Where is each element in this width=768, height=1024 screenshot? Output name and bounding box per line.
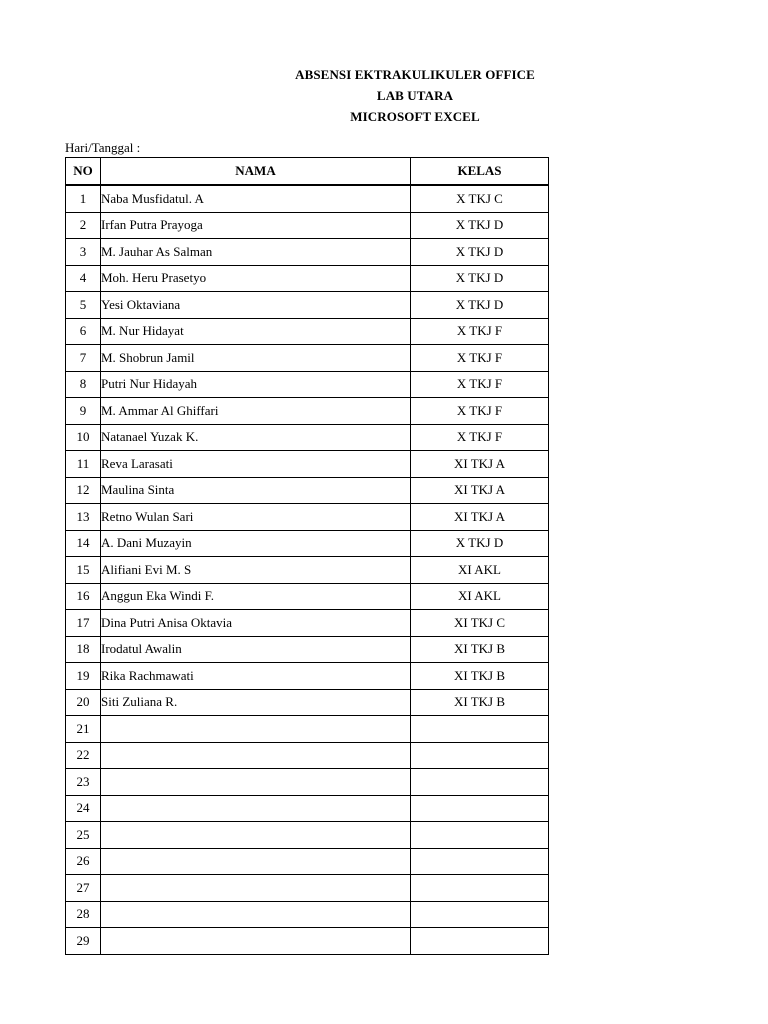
table-row: [66, 795, 549, 822]
row-class: XI AKL: [411, 583, 549, 610]
row-class: X TKJ D: [411, 292, 549, 319]
table-row: [66, 583, 549, 610]
table-row: [66, 530, 549, 557]
row-number: 28: [66, 901, 101, 928]
row-class: [411, 716, 549, 743]
row-class: XI TKJ B: [411, 636, 549, 663]
row-class: XI AKL: [411, 557, 549, 584]
row-number: 10: [66, 424, 101, 451]
table-row: [66, 716, 549, 743]
table-row: [66, 265, 549, 292]
row-class: X TKJ D: [411, 265, 549, 292]
row-class: XI TKJ B: [411, 689, 549, 716]
row-name: [101, 716, 411, 743]
table-row: [66, 769, 549, 796]
row-number: 14: [66, 530, 101, 557]
row-class: X TKJ F: [411, 424, 549, 451]
row-number: 3: [66, 239, 101, 266]
row-number: 2: [66, 212, 101, 239]
row-number: 27: [66, 875, 101, 902]
row-class: X TKJ D: [411, 239, 549, 266]
row-class: [411, 742, 549, 769]
table-row: [66, 504, 549, 531]
row-name: [101, 795, 411, 822]
row-name: Retno Wulan Sari: [101, 504, 411, 531]
column-header-nama: NAMA: [101, 158, 411, 186]
row-class: XI TKJ A: [411, 477, 549, 504]
table-row: [66, 610, 549, 637]
row-number: 26: [66, 848, 101, 875]
title-line-3: MICROSOFT EXCEL: [350, 109, 480, 124]
row-name: Yesi Oktaviana: [101, 292, 411, 319]
row-number: 22: [66, 742, 101, 769]
table-row: [66, 689, 549, 716]
row-name: M. Shobrun Jamil: [101, 345, 411, 372]
column-header-no: NO: [66, 158, 101, 186]
row-class: XI TKJ B: [411, 663, 549, 690]
table-row: [66, 822, 549, 849]
row-number: 7: [66, 345, 101, 372]
title-line-1: ABSENSI EKTRAKULIKULER OFFICE: [295, 67, 535, 82]
table-row: [66, 424, 549, 451]
row-number: 9: [66, 398, 101, 425]
table-body: [66, 185, 549, 954]
row-number: 6: [66, 318, 101, 345]
row-name: Irfan Putra Prayoga: [101, 212, 411, 239]
row-name: Maulina Sinta: [101, 477, 411, 504]
row-name: [101, 822, 411, 849]
table-row: [66, 477, 549, 504]
row-number: 23: [66, 769, 101, 796]
row-name: Siti Zuliana R.: [101, 689, 411, 716]
row-class: X TKJ C: [411, 185, 549, 212]
row-name: [101, 901, 411, 928]
table-row: [66, 212, 549, 239]
table-row: [66, 901, 549, 928]
row-name: Rika Rachmawati: [101, 663, 411, 690]
row-class: XI TKJ A: [411, 451, 549, 478]
row-class: X TKJ F: [411, 398, 549, 425]
row-number: 8: [66, 371, 101, 398]
row-number: 4: [66, 265, 101, 292]
row-name: M. Jauhar As Salman: [101, 239, 411, 266]
row-class: [411, 901, 549, 928]
row-number: 11: [66, 451, 101, 478]
row-number: 19: [66, 663, 101, 690]
row-name: Dina Putri Anisa Oktavia: [101, 610, 411, 637]
row-name: A. Dani Muzayin: [101, 530, 411, 557]
table-row: [66, 239, 549, 266]
row-number: 17: [66, 610, 101, 637]
title-line-2: LAB UTARA: [376, 88, 454, 103]
row-name: [101, 848, 411, 875]
table-row: [66, 928, 549, 955]
table-row: [66, 185, 549, 212]
row-class: [411, 928, 549, 955]
row-class: X TKJ D: [411, 212, 549, 239]
row-number: 20: [66, 689, 101, 716]
date-label: Hari/Tanggal :: [65, 140, 141, 155]
row-class: XI TKJ A: [411, 504, 549, 531]
row-class: [411, 769, 549, 796]
row-number: 16: [66, 583, 101, 610]
column-header-kelas: KELAS: [411, 158, 549, 186]
row-name: Putri Nur Hidayah: [101, 371, 411, 398]
table-row: [66, 663, 549, 690]
row-name: [101, 742, 411, 769]
table-row: [66, 848, 549, 875]
table-row: [66, 371, 549, 398]
row-name: Naba Musfidatul. A: [101, 185, 411, 212]
table-row: [66, 318, 549, 345]
attendance-table: [65, 157, 549, 955]
row-name: [101, 769, 411, 796]
table-row: [66, 636, 549, 663]
row-number: 1: [66, 185, 101, 212]
table-row: [66, 875, 549, 902]
row-number: 13: [66, 504, 101, 531]
table-row: [66, 451, 549, 478]
row-class: XI TKJ C: [411, 610, 549, 637]
document-title: [0, 64, 768, 127]
row-number: 21: [66, 716, 101, 743]
table-row: [66, 398, 549, 425]
row-name: Irodatul Awalin: [101, 636, 411, 663]
row-number: 12: [66, 477, 101, 504]
row-class: X TKJ F: [411, 345, 549, 372]
table-row: [66, 557, 549, 584]
row-class: X TKJ F: [411, 318, 549, 345]
row-number: 18: [66, 636, 101, 663]
row-number: 5: [66, 292, 101, 319]
table-row: [66, 345, 549, 372]
row-class: [411, 795, 549, 822]
row-class: [411, 848, 549, 875]
row-number: 24: [66, 795, 101, 822]
row-name: [101, 928, 411, 955]
row-class: [411, 875, 549, 902]
row-name: Anggun Eka Windi F.: [101, 583, 411, 610]
row-number: 25: [66, 822, 101, 849]
row-number: 29: [66, 928, 101, 955]
row-class: X TKJ D: [411, 530, 549, 557]
row-class: [411, 822, 549, 849]
row-name: [101, 875, 411, 902]
row-class: X TKJ F: [411, 371, 549, 398]
row-name: M. Nur Hidayat: [101, 318, 411, 345]
row-name: Natanael Yuzak K.: [101, 424, 411, 451]
row-number: 15: [66, 557, 101, 584]
table-row: [66, 742, 549, 769]
row-name: Alifiani Evi M. S: [101, 557, 411, 584]
row-name: Reva Larasati: [101, 451, 411, 478]
row-name: Moh. Heru Prasetyo: [101, 265, 411, 292]
table-row: [66, 292, 549, 319]
row-name: M. Ammar Al Ghiffari: [101, 398, 411, 425]
table-header-row: [66, 158, 549, 186]
